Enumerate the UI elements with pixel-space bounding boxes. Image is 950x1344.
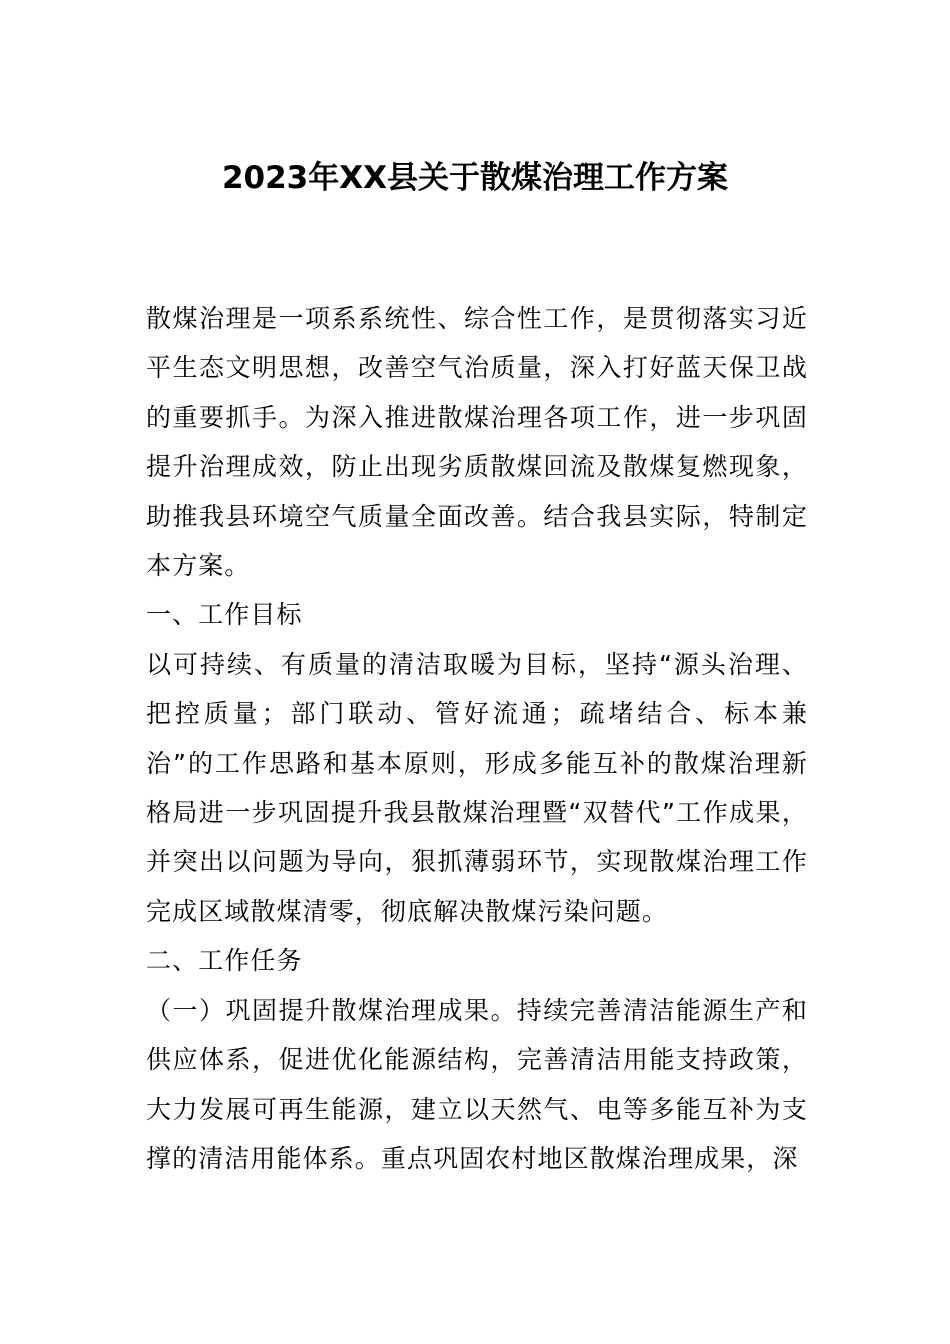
goals-paragraph: 以可持续、有质量的清洁取暖为目标，坚持“源头治理、把控质量；部门联动、管好流通；疏堵结合、标本兼治”的工作思路和基本原则，形成多能互补的散煤治理新格局进一步巩固提升我县散煤治理暨“双替代”工作成果，并突出以问题为导向，狠抓薄弱环节，实现散煤治理工作完成区域散煤清零，彻底解决散煤污染问题。 [146, 649, 808, 926]
section-heading-goals: 一、工作目标 [146, 600, 303, 630]
document-body [146, 294, 808, 1183]
task-1-paragraph: （一）巩固提升散煤治理成果。持续完善清洁能源生产和供应体系，促进优化能源结构，完善清洁用能支持政策，大力发展可再生能源，建立以天然气、电等多能互补为支撑的清洁用能体系。重点巩固农村地区散煤治理成果，深 [146, 995, 808, 1173]
intro-paragraph: 散煤治理是一项系系统性、综合性工作，是贯彻落实习近平生态文明思想，改善空气治质量，深入打好蓝天保卫战的重要抓手。为深入推进散煤治理各项工作，进一步巩固提升治理成效，防止出现劣质散煤回流及散煤复燃现象，助推我县环境空气质量全面改善。结合我县实际，特制定本方案。 [146, 304, 808, 581]
document-title: 2023年XX县关于散煤治理工作方案 [221, 160, 729, 196]
section-heading-tasks: 二、工作任务 [146, 946, 303, 976]
